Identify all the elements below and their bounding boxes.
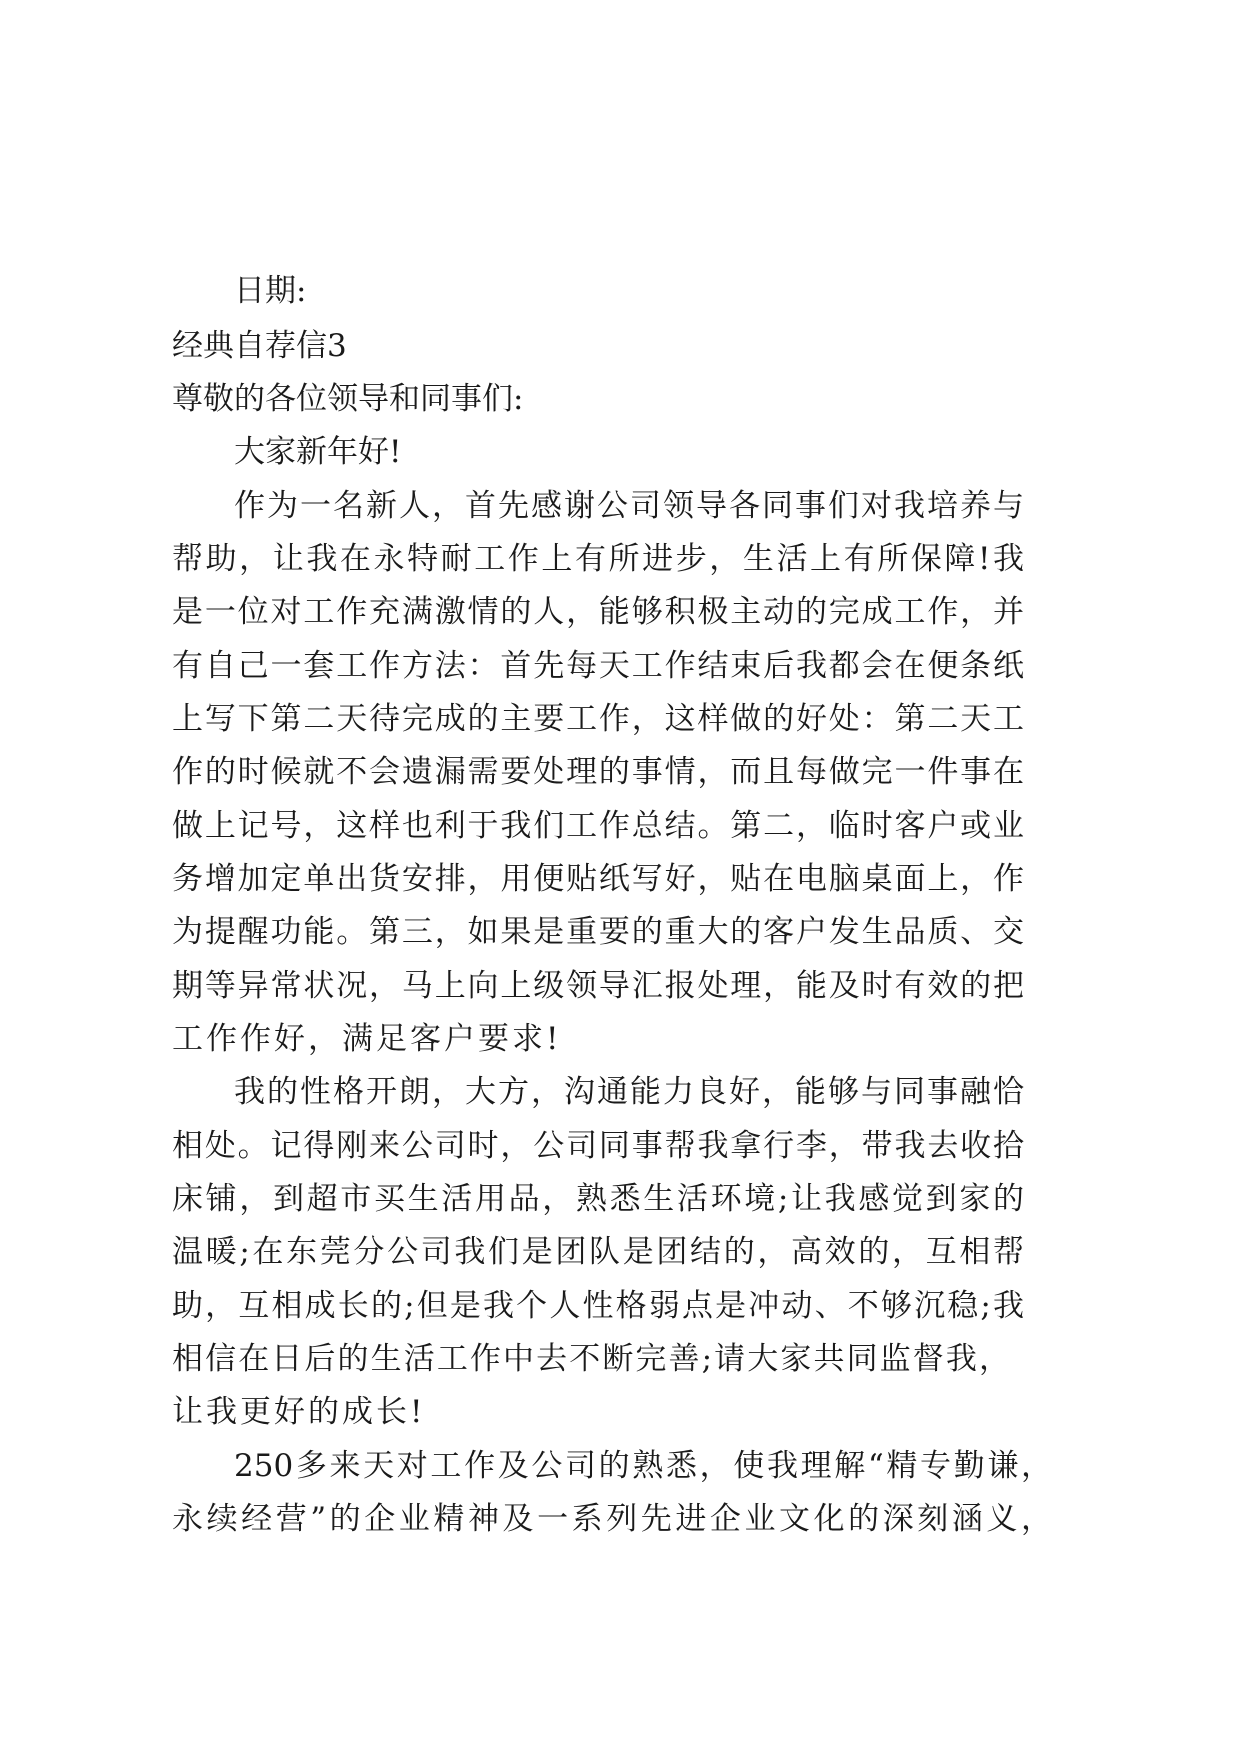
date-line	[0, 136, 1241, 309]
text-line: 工作作好，满足客户要求!	[172, 1021, 562, 1057]
page-title: 经典自荐信3	[172, 328, 347, 364]
text-line: 有自己一套工作方法：首先每天工作结束后我都会在便条纸	[172, 648, 1024, 684]
text-line: 永续经营”的企业精神及一系列先进企业文化的深刻涵义，	[172, 1501, 1052, 1537]
text-line: 相处。记得刚来公司时，公司同事帮我拿行李，带我去收拾	[172, 1128, 1024, 1164]
text-line: 务增加定单出货安排，用便贴纸写好，贴在电脑桌面上，作	[172, 861, 1024, 897]
text-line: 250多来天对工作及公司的熟悉，使我理解“精专勤谦，	[234, 1448, 1052, 1484]
text-line: 帮助，让我在永特耐工作上有所进步，生活上有所保障!我	[172, 541, 1024, 577]
text-line: 助，互相成长的;但是我个人性格弱点是冲动、不够沉稳;我	[172, 1288, 1024, 1324]
greeting: 大家新年好!	[234, 434, 402, 470]
text-line: 为提醒功能。第三，如果是重要的重大的客户发生品质、交	[172, 914, 1024, 950]
text-line: 温暖;在东莞分公司我们是团队是团结的，高效的，互相帮	[172, 1234, 1024, 1270]
text-line: 做上记号，这样也利于我们工作总结。第二，临时客户或业	[172, 808, 1024, 844]
text-line: 作的时候就不会遗漏需要处理的事情，而且每做完一件事在	[172, 754, 1024, 790]
text-line: 让我更好的成长!	[172, 1394, 426, 1430]
text-line: 床铺，到超市买生活用品，熟悉生活环境;让我感觉到家的	[172, 1181, 1024, 1217]
text-line: 我的性格开朗，大方，沟通能力良好，能够与同事融恰	[234, 1074, 1024, 1110]
text-line: 期等异常状况，马上向上级领导汇报处理，能及时有效的把	[172, 968, 1024, 1004]
text-line: 相信在日后的生活工作中去不断完善;请大家共同监督我，	[172, 1341, 1010, 1377]
date-label: 日期:	[234, 273, 307, 309]
text-line: 上写下第二天待完成的主要工作，这样做的好处：第二天工	[172, 701, 1024, 737]
salutation: 尊敬的各位领导和同事们:	[172, 381, 524, 417]
text-line: 作为一名新人，首先感谢公司领导各同事们对我培养与	[234, 488, 1024, 524]
text-line: 是一位对工作充满激情的人，能够积极主动的完成工作，并	[172, 594, 1024, 630]
